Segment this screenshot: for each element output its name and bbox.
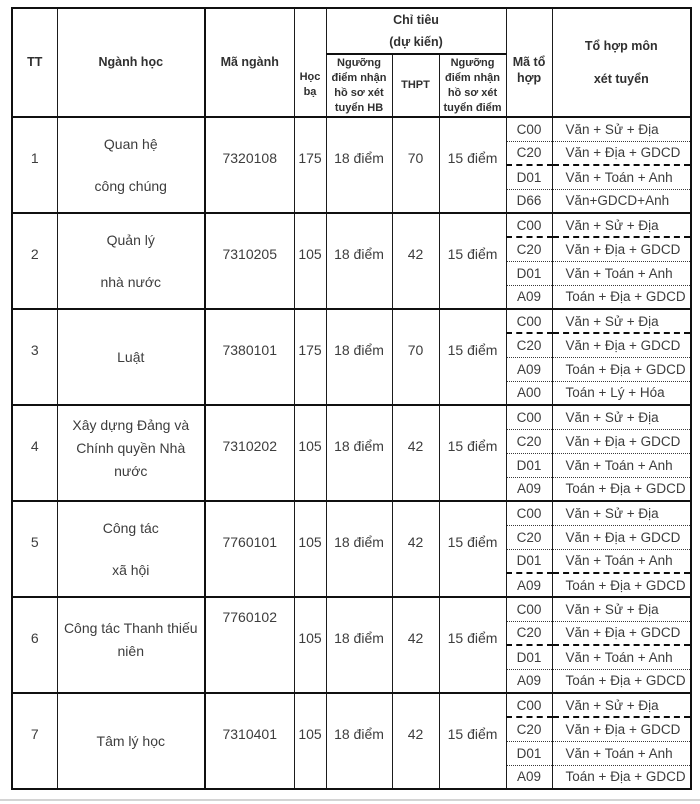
major-name-line: nhà nước — [100, 274, 162, 290]
major-name-line: niên — [117, 643, 144, 659]
row-threshold-diem: 15 điểm — [439, 501, 506, 597]
combo-code: D01 — [506, 645, 552, 669]
admissions-table — [11, 7, 692, 790]
combo-subjects: Văn + Toán + Anh — [552, 741, 691, 765]
row-quota-hocba: 175 — [294, 117, 326, 213]
header-combo-subjects — [552, 8, 691, 117]
combo-code: C20 — [506, 621, 552, 645]
row-major-name — [57, 309, 205, 405]
header-tt: TT — [12, 8, 57, 117]
row-major-code: 7310202 — [205, 405, 294, 501]
header-quota-line2: (dự kiến) — [389, 35, 443, 49]
row-major-name — [57, 117, 205, 213]
row-major-name — [57, 597, 205, 693]
combo-subjects: Toán + Lý + Hóa — [552, 381, 691, 405]
row-major-code: 7310401 — [205, 693, 294, 789]
combo-code: C20 — [506, 141, 552, 165]
header-combo-subjects-line1: Tổ hợp môn — [584, 38, 658, 53]
combo-code: A09 — [506, 669, 552, 693]
major-name-line: công chúng — [94, 178, 167, 194]
row-threshold-hb: 18 điểm — [326, 597, 392, 693]
row-tt: 5 — [12, 501, 57, 597]
row-threshold-diem: 15 điểm — [439, 213, 506, 309]
row-tt: 3 — [12, 309, 57, 405]
combo-code: D01 — [506, 741, 552, 765]
combo-subjects: Văn + Địa + GDCD — [552, 621, 691, 645]
combo-code: C00 — [506, 405, 552, 429]
bottom-divider — [0, 799, 700, 801]
combo-subjects: Văn + Sử + Địa — [552, 501, 691, 525]
row-threshold-hb: 18 điểm — [326, 405, 392, 501]
combo-subjects: Toán + Địa + GDCD — [552, 285, 691, 309]
row-threshold-hb: 18 điểm — [326, 693, 392, 789]
combo-subjects: Văn + Sử + Địa — [552, 213, 691, 237]
row-threshold-hb: 18 điểm — [326, 309, 392, 405]
combo-code: A09 — [506, 285, 552, 309]
combo-subjects: Văn + Toán + Anh — [552, 165, 691, 189]
row-quota-hocba: 105 — [294, 597, 326, 693]
header-combo-code — [506, 8, 552, 117]
row-threshold-hb: 18 điểm — [326, 501, 392, 597]
combo-subjects: Văn + Sử + Địa — [552, 405, 691, 429]
row-threshold-hb: 18 điểm — [326, 117, 392, 213]
row-tt: 7 — [12, 693, 57, 789]
header-row-1 — [12, 8, 691, 54]
row-major-code: 7760101 — [205, 501, 294, 597]
combo-code: C00 — [506, 213, 552, 237]
combo-subjects: Toán + Địa + GDCD — [552, 357, 691, 381]
combo-code: C20 — [506, 717, 552, 741]
combo-subjects: Toán + Địa + GDCD — [552, 669, 691, 693]
header-major-code: Mã ngành — [205, 8, 294, 117]
table-row — [12, 213, 691, 237]
combo-code: C00 — [506, 117, 552, 141]
row-quota-thpt: 42 — [392, 597, 439, 693]
table-body — [12, 117, 691, 789]
row-major-name — [57, 213, 205, 309]
combo-code: C00 — [506, 309, 552, 333]
row-major-code: 7380101 — [205, 309, 294, 405]
header-threshold-diem: Ngưỡng điểm nhận hồ sơ xét tuyển điểm — [439, 54, 506, 117]
combo-code: C00 — [506, 693, 552, 717]
row-major-name — [57, 693, 205, 789]
row-major-name — [57, 501, 205, 597]
combo-code: D01 — [506, 165, 552, 189]
row-quota-hocba: 105 — [294, 213, 326, 309]
combo-subjects: Văn + Sử + Địa — [552, 309, 691, 333]
row-tt: 1 — [12, 117, 57, 213]
major-name-line: Luật — [117, 349, 145, 365]
row-quota-hocba: 105 — [294, 501, 326, 597]
row-threshold-diem: 15 điểm — [439, 405, 506, 501]
table-row — [12, 501, 691, 525]
combo-subjects: Văn + Địa + GDCD — [552, 429, 691, 453]
table-row — [12, 405, 691, 429]
combo-code: A09 — [506, 573, 552, 597]
major-name-line: Quan hệ — [103, 136, 158, 152]
row-major-code: 7320108 — [205, 117, 294, 213]
row-tt: 4 — [12, 405, 57, 501]
combo-code: D01 — [506, 261, 552, 285]
combo-subjects: Văn + Địa + GDCD — [552, 141, 691, 165]
row-quota-hocba: 175 — [294, 309, 326, 405]
row-threshold-diem: 15 điểm — [439, 309, 506, 405]
combo-subjects: Toán + Địa + GDCD — [552, 477, 691, 501]
combo-subjects: Văn + Địa + GDCD — [552, 237, 691, 261]
row-quota-thpt: 70 — [392, 117, 439, 213]
header-combo-code-line2: hợp — [516, 70, 542, 85]
combo-subjects: Văn + Sử + Địa — [552, 693, 691, 717]
row-quota-thpt: 42 — [392, 693, 439, 789]
row-quota-thpt: 70 — [392, 309, 439, 405]
combo-subjects: Văn + Địa + GDCD — [552, 525, 691, 549]
combo-code: D01 — [506, 549, 552, 573]
table-row — [12, 693, 691, 717]
combo-subjects: Văn + Toán + Anh — [552, 261, 691, 285]
combo-subjects: Văn + Toán + Anh — [552, 549, 691, 573]
header-thpt: THPT — [392, 54, 439, 117]
row-quota-thpt: 42 — [392, 213, 439, 309]
combo-code: C20 — [506, 237, 552, 261]
combo-subjects: Toán + Địa + GDCD — [552, 765, 691, 789]
row-quota-hocba: 105 — [294, 693, 326, 789]
combo-code: D66 — [506, 189, 552, 213]
row-major-code: 7760102 — [205, 597, 294, 693]
major-name-line: Xây dựng Đảng và — [72, 416, 190, 433]
row-quota-thpt: 42 — [392, 501, 439, 597]
header-combo-code-line1: Mã tổ — [512, 54, 546, 69]
major-name-line: Công tác Thanh thiếu — [63, 620, 198, 636]
table-row — [12, 597, 691, 621]
row-threshold-diem: 15 điểm — [439, 693, 506, 789]
major-name-line: Công tác — [102, 520, 159, 536]
header-major: Ngành học — [57, 8, 205, 117]
major-name-line: Tâm lý học — [96, 733, 165, 749]
major-name-line: Quản lý — [106, 232, 155, 248]
row-tt: 6 — [12, 597, 57, 693]
row-major-name — [57, 405, 205, 501]
row-quota-hocba: 105 — [294, 405, 326, 501]
row-tt: 2 — [12, 213, 57, 309]
combo-code: A09 — [506, 477, 552, 501]
row-quota-thpt: 42 — [392, 405, 439, 501]
combo-code: C00 — [506, 597, 552, 621]
major-name-line: xã hội — [112, 562, 150, 578]
combo-subjects: Văn + Toán + Anh — [552, 645, 691, 669]
major-name-line: nước — [114, 462, 148, 479]
header-quota-group — [326, 8, 506, 54]
combo-code: A09 — [506, 357, 552, 381]
combo-subjects: Văn + Địa + GDCD — [552, 717, 691, 741]
major-name-line: Chính quyền Nhà — [76, 439, 186, 456]
row-threshold-hb: 18 điểm — [326, 213, 392, 309]
combo-code: C20 — [506, 525, 552, 549]
table-row — [12, 309, 691, 333]
table-row — [12, 117, 691, 141]
row-threshold-diem: 15 điểm — [439, 117, 506, 213]
combo-subjects: Văn + Toán + Anh — [552, 453, 691, 477]
combo-subjects: Văn + Sử + Địa — [552, 117, 691, 141]
row-threshold-diem: 15 điểm — [439, 597, 506, 693]
combo-code: D01 — [506, 453, 552, 477]
combo-subjects: Toán + Địa + GDCD — [552, 573, 691, 597]
header-combo-subjects-line2: xét tuyển — [593, 71, 649, 86]
combo-code: C20 — [506, 429, 552, 453]
row-major-code: 7310205 — [205, 213, 294, 309]
header-quota-line1: Chỉ tiêu — [393, 13, 439, 27]
combo-code: C00 — [506, 501, 552, 525]
combo-code: A09 — [506, 765, 552, 789]
combo-code: A00 — [506, 381, 552, 405]
combo-subjects: Văn + Địa + GDCD — [552, 333, 691, 357]
header-threshold-hb: Ngưỡng điểm nhận hồ sơ xét tuyển HB — [326, 54, 392, 117]
combo-subjects: Văn + Sử + Địa — [552, 597, 691, 621]
header-hoc-ba: Học bạ — [294, 8, 326, 117]
combo-subjects: Văn+GDCD+Anh — [552, 189, 691, 213]
combo-code: C20 — [506, 333, 552, 357]
